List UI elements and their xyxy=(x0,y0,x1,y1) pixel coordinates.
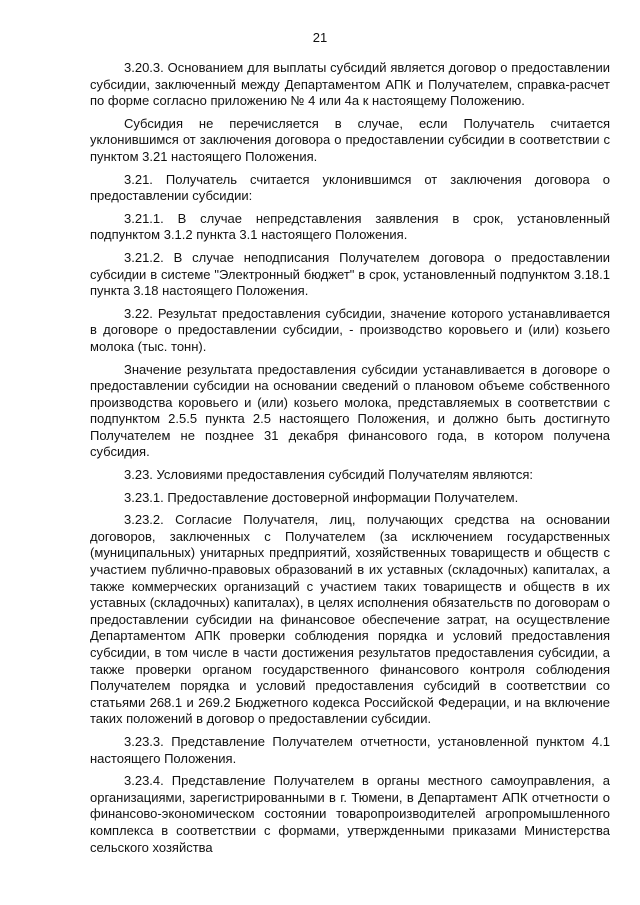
paragraph-3-20-3: 3.20.3. Основанием для выплаты субсидий является договор о предоставлении субсидии, заключенный между Департаментом АПК и Получателем, справка-расчет по форме согласно приложению № 4 или 4а к настоящему Положению. xyxy=(90,60,610,109)
paragraph-3-23-2: 3.23.2. Согласие Получателя, лиц, получающих средства на основании договоров, заключенных с Получателем (за исключением государственных (муниципальных) унитарных предприятий, хозяйственных товариществ и обществ с участием публично-правовых образований в их уставных (складочных) капиталах, а также коммерческих организаций с участием таких товариществ и обществ в их уставных (складочных) капиталах), в целях исполнения обязательств по договорам о предоставлении субсидии на финансовое обеспечение затрат, на осуществление Департаментом АПК проверки соблюдения порядка и условий предоставления субсидии, в том числе в части достижения результатов предоставления субсидии, а также проверки органом государственного финансового контроля соблюдения Получателем порядка и условий предоставления субсидий в соответствии со статьями 268.1 и 269.2 Бюджетного кодекса Российской Федерации, и на включение таких положений в договор о предоставлении субсидии. xyxy=(90,512,610,727)
paragraph-3-23-3: 3.23.3. Представление Получателем отчетности, установленной пунктом 4.1 настоящего Положения. xyxy=(90,733,610,766)
paragraph-subsidy-not-transferred: Субсидия не перечисляется в случае, если Получатель считается уклонившимся от заключения договора о предоставлении субсидии в соответствии с пунктом 3.21 настоящего Положения. xyxy=(90,115,610,164)
paragraph-3-23: 3.23. Условиями предоставления субсидий Получателям являются: xyxy=(124,467,533,483)
paragraph-3-22: 3.22. Результат предоставления субсидии, значение которого устанавливается в договоре о предоставлении субсидии, - производство коровьего и (или) козьего молока (тыс. тонн). xyxy=(90,305,610,354)
paragraph-3-21-2: 3.21.2. В случае неподписания Получателем договора о предоставлении субсидии в системе "Электронный бюджет" в срок, установленный подпунктом 3.18.1 пункта 3.18 настоящего Положения. xyxy=(90,249,610,299)
page-number: 21 xyxy=(312,30,328,45)
paragraph-3-23-1: 3.23.1. Предоставление достоверной информации Получателем. xyxy=(124,489,519,505)
paragraph-3-21: 3.21. Получатель считается уклонившимся от заключения договора о предоставлении субсидии: xyxy=(90,171,610,204)
paragraph-3-23-4: 3.23.4. Представление Получателем в органы местного самоуправления, а организациями, зарегистрированными в г. Тюмени, в Департамент АПК отчетности о финансово-экономическом состоянии товаропроизводителей агропромышленного комплекса в соответствии с формами, утвержденными приказами Министерства сельского хозяйства xyxy=(90,773,610,855)
paragraph-result-value: Значение результата предоставления субсидии устанавливается в договоре о предоставлении субсидии на основании сведений о плановом объеме собственного производства коровьего и (или) козьего молока, представляемых в соответствии с подпунктом 2.5.5 пункта 2.5 настоящего Положения, и должно быть достигнуто Получателем не позднее 31 декабря финансового года, в котором получена субсидия. xyxy=(90,361,610,460)
document-body xyxy=(90,60,610,862)
paragraph-3-21-1: 3.21.1. В случае непредставления заявления в срок, установленный подпунктом 3.1.2 пункта 3.1 настоящего Положения. xyxy=(90,210,610,243)
